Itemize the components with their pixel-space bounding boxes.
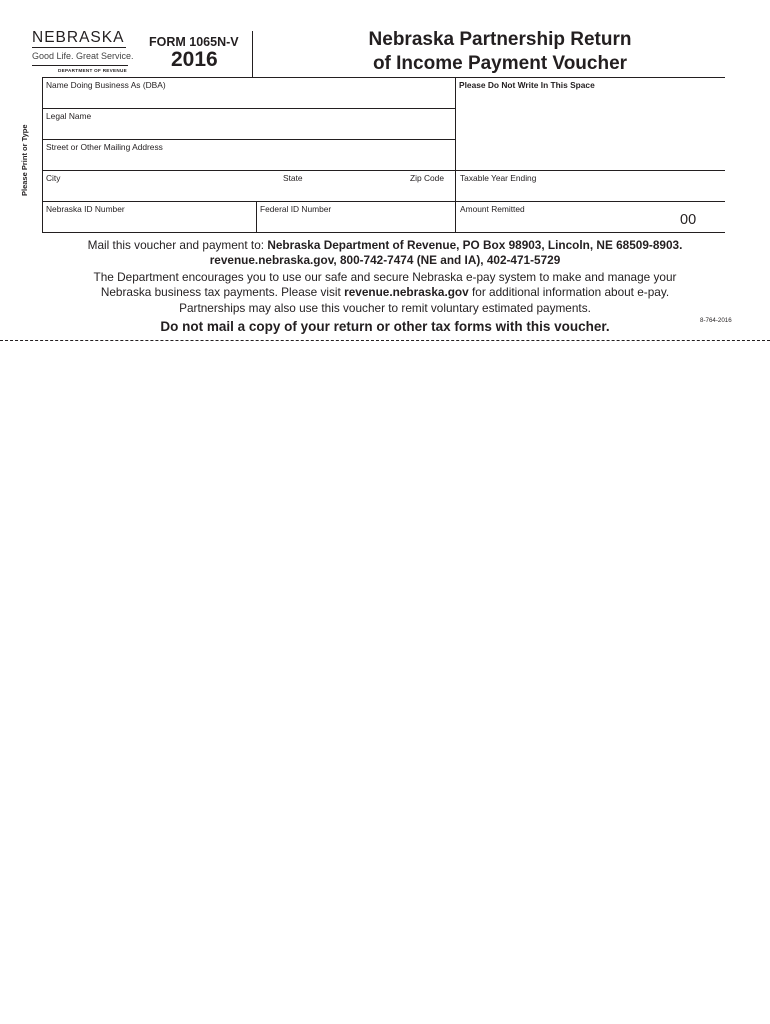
form-title-line-2: of Income Payment Voucher [372,53,628,74]
logo-name: NEBRASKA [32,29,125,46]
dba-field[interactable]: Name Doing Business As (DBA) [46,80,166,90]
mailing-instructions [0,238,770,252]
print-or-type-label: Please Print or Type [20,124,29,196]
mail-prefix: Mail this voucher and payment to: [87,238,268,252]
cut-line [0,340,770,341]
legal-name-field[interactable]: Legal Name [46,111,92,121]
taxable-year-field[interactable]: Taxable Year Ending [460,173,537,183]
grid-line-id-divider [256,201,257,232]
grid-line-bottom [42,232,725,233]
logo-rule-lower [32,65,128,66]
epay-prefix: Nebraska business tax payments. Please visit [100,285,345,299]
grid-line-dba [42,108,455,109]
form-year: 2016 [171,48,218,71]
logo-department: DEPARTMENT OF REVENUE [58,68,127,73]
epay-line-1: The Department encourages you to use our safe and secure Nebraska e-pay system to make and manage your [93,270,677,284]
epay-line-2 [0,285,770,299]
logo-tagline: Good Life. Great Service. [32,51,134,61]
epay-suffix: for additional information about e-pay. [468,285,670,299]
amount-cents: 00 [680,212,697,228]
grid-line-left [42,77,43,232]
do-not-mail-warning: Do not mail a copy of your return or other tax forms with this voucher. [160,319,610,334]
estimated-payments-note: Partnerships may also use this voucher to remit voluntary estimated payments. [179,301,591,315]
mail-address: Nebraska Department of Revenue, PO Box 98903, Lincoln, NE 68509-8903. [267,238,683,252]
office-use-label: Please Do Not Write In This Space [459,80,595,90]
grid-line-city [42,201,725,202]
grid-line-legal [42,139,455,140]
contact-info: revenue.nebraska.gov, 800-742-7474 (NE and IA), 402-471-5729 [209,253,561,267]
grid-line-right-column [455,77,456,232]
grid-line-top [42,77,725,78]
amount-remitted-field[interactable]: Amount Remitted [460,204,525,214]
street-address-field[interactable]: Street or Other Mailing Address [46,142,163,152]
nebraska-id-field[interactable]: Nebraska ID Number [46,204,125,214]
logo-rule [32,47,126,48]
state-field[interactable]: State [283,173,303,183]
form-code: 8-764-2016 [700,317,732,324]
zip-code-field[interactable]: Zip Code [410,173,444,183]
form-title-line-1: Nebraska Partnership Return [368,29,632,50]
form-number: FORM 1065N-V [149,35,239,49]
epay-link[interactable]: revenue.nebraska.gov [344,285,469,299]
city-field[interactable]: City [46,173,61,183]
header-divider [252,31,253,77]
federal-id-field[interactable]: Federal ID Number [260,204,332,214]
grid-line-street [42,170,725,171]
